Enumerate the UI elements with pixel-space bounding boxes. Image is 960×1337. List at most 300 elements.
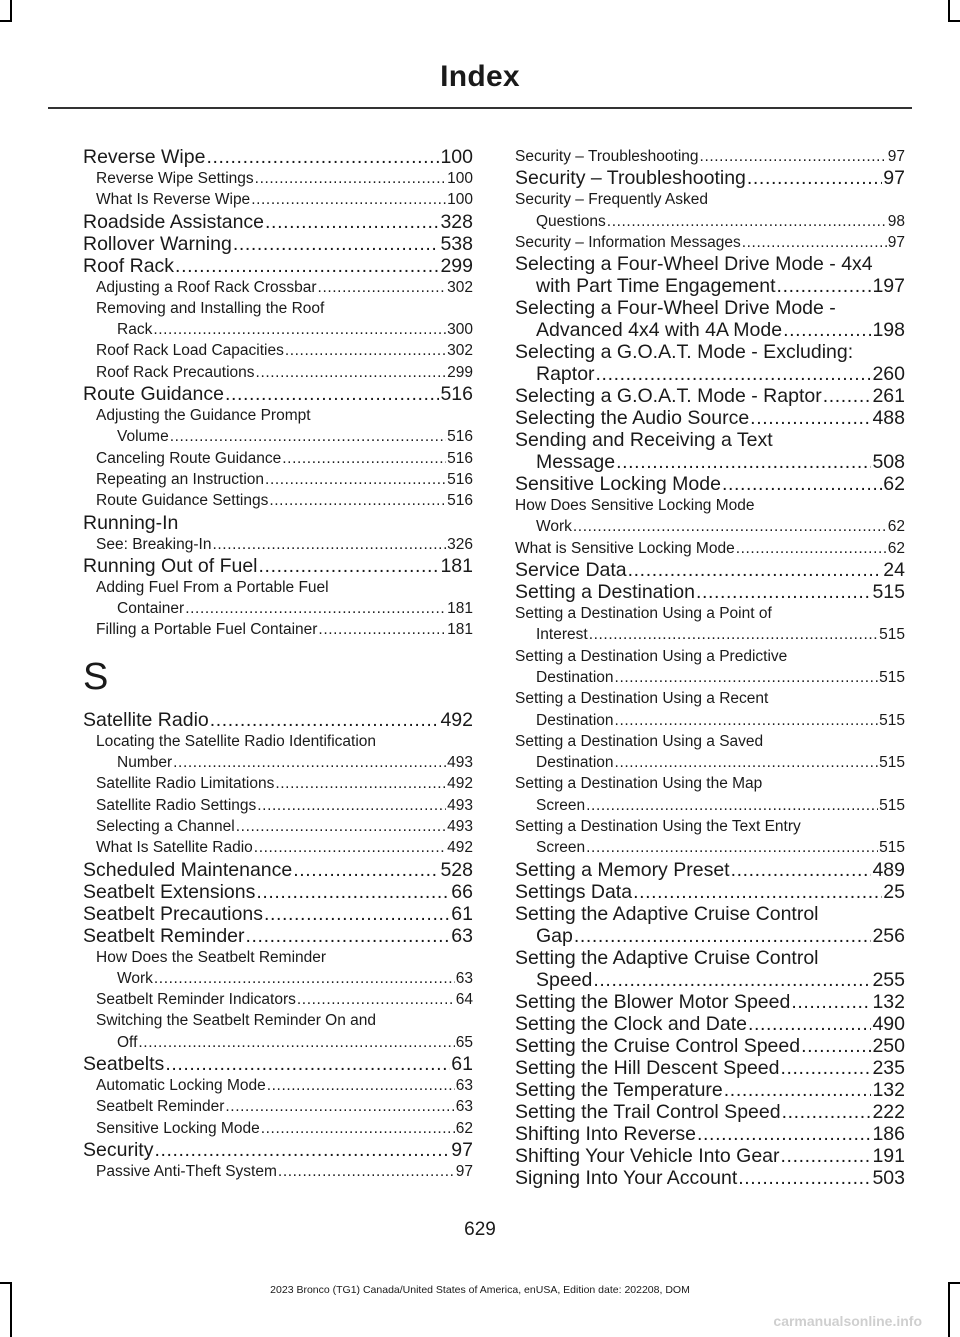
entry-label-line: Setting a Destination Using the Map (515, 775, 763, 793)
entry-label: Security – Troubleshooting (515, 167, 746, 190)
dot-leader (750, 407, 871, 429)
index-subentry[interactable] (83, 773, 473, 794)
dot-leader (210, 709, 440, 731)
dot-leader (138, 1032, 454, 1053)
entry-label: Seatbelt Reminder (83, 924, 245, 947)
dot-leader (781, 1145, 872, 1167)
entry-label: Scheduled Maintenance (83, 858, 293, 881)
entry-page-number[interactable]: 62 (887, 518, 905, 536)
entry-label: Screen (536, 839, 586, 857)
dot-leader (246, 925, 451, 947)
entry-page-number[interactable]: 100 (447, 170, 473, 187)
dot-leader (255, 168, 446, 189)
entry-page-number[interactable]: 515 (879, 668, 905, 686)
entry-page-number[interactable]: 250 (872, 1034, 905, 1057)
dot-leader (573, 516, 887, 537)
entry-label: Security – Information Messages (515, 233, 741, 251)
dot-leader (781, 1057, 872, 1079)
entry-page-number[interactable]: 62 (455, 1119, 473, 1137)
entry-page-number[interactable]: 191 (872, 1144, 905, 1167)
dot-leader (318, 277, 447, 298)
entry-label: Automatic Locking Mode (96, 1077, 266, 1095)
entry-page-number[interactable]: 516 (447, 492, 473, 510)
index-subentry[interactable] (83, 731, 473, 774)
entry-page-number[interactable]: 186 (872, 1122, 905, 1145)
entry-label: Sensitive Locking Mode (515, 473, 721, 496)
index-entry[interactable] (515, 881, 905, 903)
dot-leader (185, 598, 446, 619)
entry-label: Filling a Portable Fuel Container (96, 621, 318, 639)
entry-label: Route Guidance Settings (96, 492, 269, 510)
dot-leader (293, 859, 439, 881)
entry-page-number[interactable]: 98 (887, 212, 905, 230)
index-entry[interactable] (83, 555, 473, 577)
index-entry[interactable] (83, 903, 473, 925)
entry-page-number[interactable]: 515 (879, 796, 905, 814)
index-subentry[interactable] (515, 232, 905, 253)
entry-label: Reverse Wipe Settings (96, 170, 254, 187)
entry-page-number[interactable]: 181 (447, 621, 473, 639)
index-subentry[interactable] (83, 989, 473, 1010)
entry-label: Setting a Destination (515, 581, 695, 604)
entry-label: Screen (536, 796, 586, 814)
entry-label: Volume (117, 428, 169, 446)
entry-label: Work (117, 969, 153, 987)
entry-page-number[interactable]: 197 (872, 275, 905, 298)
index-subentry[interactable] (83, 405, 473, 448)
dot-leader (175, 255, 439, 277)
entry-label: Setting the Clock and Date (515, 1012, 747, 1035)
entry-page-number[interactable]: 299 (440, 254, 473, 277)
crop-mark (948, 0, 950, 22)
entry-page-number[interactable]: 490 (872, 1012, 905, 1035)
dot-leader (586, 795, 878, 816)
entry-page-number[interactable]: 66 (451, 880, 473, 903)
entry-label-line: Adjusting the Guidance Prompt (96, 407, 311, 425)
index-subentry[interactable] (515, 146, 905, 167)
index-subentry[interactable] (83, 1010, 473, 1053)
entry-page-number[interactable]: 61 (451, 1053, 473, 1076)
entry-page-number[interactable]: 235 (872, 1056, 905, 1079)
entry-page-number[interactable]: 538 (440, 232, 473, 255)
entry-page-number[interactable]: 255 (872, 968, 905, 991)
dot-leader (615, 752, 879, 773)
dot-leader (791, 991, 871, 1013)
entry-label-line: Setting a Destination Using a Saved (515, 732, 764, 750)
index-entry[interactable] (83, 881, 473, 903)
index-entry[interactable] (515, 385, 905, 407)
entry-label: Seatbelt Reminder Indicators (96, 991, 296, 1009)
entry-label: Work (536, 518, 572, 536)
index-subentry[interactable] (83, 947, 473, 990)
dot-leader (275, 773, 446, 794)
entry-label-line: Setting the Adaptive Cruise Control (515, 902, 819, 925)
index-subentry[interactable] (83, 490, 473, 511)
crop-mark (0, 20, 12, 22)
entry-label: Gap (536, 924, 573, 947)
entry-label: Shifting Your Vehicle Into Gear (515, 1144, 780, 1167)
entry-label-line: Setting the Adaptive Cruise Control (515, 946, 819, 969)
entry-page-number[interactable]: 65 (455, 1033, 473, 1051)
entry-page-number[interactable]: 61 (451, 902, 473, 925)
index-subentry[interactable] (83, 298, 473, 341)
index-subentry[interactable] (83, 795, 473, 816)
index-entry[interactable] (83, 512, 473, 534)
entry-page-number[interactable]: 302 (447, 278, 473, 296)
entry-label: Roof Rack Load Capacities (96, 342, 284, 360)
index-subentry[interactable] (83, 619, 473, 640)
index-subentry[interactable] (83, 277, 473, 298)
entry-page-number[interactable]: 100 (447, 191, 473, 209)
index-entry[interactable] (515, 1057, 905, 1079)
index-entry[interactable] (83, 1139, 473, 1161)
entry-page-number[interactable]: 492 (440, 708, 473, 731)
entry-page-number[interactable]: 515 (879, 711, 905, 729)
entry-label: Rollover Warning (83, 232, 232, 255)
entry-page-number[interactable]: 62 (883, 473, 905, 496)
entry-label: Signing Into Your Account (515, 1166, 738, 1189)
dot-leader (633, 881, 882, 903)
index-entry[interactable] (83, 859, 473, 881)
entry-label: with Part Time Engagement (536, 275, 776, 298)
dot-leader (783, 319, 871, 341)
dot-leader (724, 1079, 872, 1101)
index-subentry[interactable] (83, 168, 473, 189)
entry-page-number[interactable]: 515 (879, 626, 905, 644)
entry-page-number[interactable]: 516 (440, 383, 473, 406)
index-subentry[interactable] (83, 816, 473, 837)
page-number: 629 (464, 1219, 496, 1240)
entry-page-number[interactable]: 299 (447, 363, 473, 381)
dot-leader (233, 233, 440, 255)
dot-leader (574, 925, 872, 947)
entry-label-line: Adding Fuel From a Portable Fuel (96, 578, 329, 596)
index-entry[interactable] (515, 559, 905, 581)
entry-label: See: Breaking-In (96, 535, 212, 553)
index-entry[interactable] (515, 581, 905, 603)
entry-label-line: Switching the Seatbelt Reminder On and (96, 1012, 377, 1030)
entry-label: Selecting a Channel (96, 817, 235, 835)
entry-label: Container (117, 600, 185, 618)
entry-label-line: Removing and Installing the Roof (96, 299, 325, 317)
dot-leader (777, 275, 872, 297)
index-subentry[interactable] (83, 577, 473, 620)
entry-label-line: Setting a Destination Using the Text Entry (515, 818, 801, 836)
dot-leader (225, 1096, 454, 1117)
entry-page-number[interactable]: 493 (447, 817, 473, 835)
index-entry[interactable] (515, 947, 905, 991)
entry-label: Destination (536, 668, 614, 686)
entry-label: Roof Rack (83, 254, 175, 277)
entry-label: Adjusting a Roof Rack Crossbar (96, 278, 317, 296)
dot-leader (738, 1167, 871, 1189)
entry-label: Seatbelt Precautions (83, 902, 263, 925)
index-entry[interactable] (83, 211, 473, 233)
entry-page-number[interactable]: 326 (447, 535, 473, 553)
dot-leader (278, 1161, 455, 1182)
dot-leader (596, 363, 872, 385)
entry-page-number[interactable]: 132 (872, 1078, 905, 1101)
dot-leader (586, 837, 878, 858)
dot-leader (154, 968, 455, 989)
entry-label: Setting the Blower Motor Speed (515, 990, 791, 1013)
entry-label-line: Selecting a G.O.A.T. Mode - Excluding: (515, 341, 854, 364)
index-subentry[interactable] (515, 646, 905, 689)
dot-leader (801, 1035, 871, 1057)
entry-page-number[interactable]: 100 (440, 146, 473, 168)
entry-page-number[interactable]: 328 (440, 210, 473, 233)
index-subentry[interactable] (83, 1075, 473, 1096)
crop-mark (10, 0, 12, 22)
entry-label: What is Sensitive Locking Mode (515, 539, 735, 557)
entry-label: Rack (117, 321, 153, 339)
entry-page-number[interactable]: 492 (447, 839, 473, 857)
index-subentry[interactable] (515, 538, 905, 559)
entry-page-number[interactable]: 256 (872, 924, 905, 947)
dot-leader (748, 1013, 871, 1035)
index-subentry[interactable] (83, 1118, 473, 1139)
header-rule (48, 107, 912, 109)
entry-label: Roof Rack Precautions (96, 363, 255, 381)
entry-label: Roadside Assistance (83, 210, 265, 233)
index-subentry[interactable] (83, 448, 473, 469)
entry-page-number[interactable]: 302 (447, 342, 473, 360)
index-entry[interactable] (515, 1101, 905, 1123)
index-entry[interactable] (515, 167, 905, 189)
dot-leader (731, 859, 872, 881)
entry-label-line: Setting a Destination Using a Predictive (515, 647, 788, 665)
entry-label: Settings Data (515, 880, 633, 903)
index-entry[interactable] (515, 903, 905, 947)
entry-label-line: Security – Frequently Asked (515, 191, 708, 209)
entry-page-number[interactable]: 63 (455, 969, 473, 987)
dot-leader (615, 667, 879, 688)
index-subentry[interactable] (83, 1161, 473, 1182)
dot-leader (206, 146, 439, 168)
dot-leader (170, 426, 446, 447)
entry-page-number[interactable]: 300 (447, 321, 473, 339)
entry-label: Setting the Hill Descent Speed (515, 1056, 780, 1079)
dot-leader (696, 581, 872, 603)
index-subentry[interactable] (515, 731, 905, 774)
index-subentry[interactable] (83, 189, 473, 210)
dot-leader (782, 1101, 872, 1123)
index-subentry[interactable] (515, 603, 905, 646)
entry-page-number[interactable]: 528 (440, 858, 473, 881)
entry-label: Canceling Route Guidance (96, 449, 282, 467)
dot-leader (236, 816, 446, 837)
entry-page-number[interactable]: 132 (872, 990, 905, 1013)
index-entry[interactable] (515, 859, 905, 881)
dot-leader (285, 340, 446, 361)
entry-page-number[interactable]: 515 (879, 839, 905, 857)
dot-leader (259, 555, 440, 577)
dot-leader (173, 752, 446, 773)
entry-page-number[interactable]: 261 (872, 385, 905, 408)
index-subentry[interactable] (83, 340, 473, 361)
dot-leader (212, 534, 446, 555)
dot-leader (318, 619, 446, 640)
entry-label: Sensitive Locking Mode (96, 1119, 260, 1137)
entry-page-number[interactable]: 97 (887, 233, 905, 251)
entry-label-line: Setting a Destination Using a Recent (515, 690, 769, 708)
dot-leader (297, 989, 455, 1010)
dot-leader (261, 1118, 455, 1139)
dot-leader (607, 211, 887, 232)
index-subentry[interactable] (515, 495, 905, 538)
entry-page-number[interactable]: 97 (451, 1138, 473, 1161)
index-entry[interactable] (83, 925, 473, 947)
entry-page-number[interactable]: 515 (879, 754, 905, 772)
entry-label: Interest (536, 626, 588, 644)
index-entry[interactable] (515, 297, 905, 341)
entry-page-number[interactable]: 64 (455, 991, 473, 1009)
entry-page-number[interactable]: 508 (872, 451, 905, 474)
dot-leader (628, 559, 883, 581)
entry-page-number[interactable]: 181 (440, 554, 473, 577)
entry-label: Message (536, 451, 616, 474)
index-subentry[interactable] (83, 1096, 473, 1117)
index-entry[interactable] (83, 1053, 473, 1075)
entry-label: Seatbelts (83, 1053, 165, 1076)
entry-label: Destination (536, 754, 614, 772)
entry-page-number[interactable]: 24 (883, 559, 905, 582)
entry-label: Satellite Radio Settings (96, 796, 257, 814)
index-subentry[interactable] (515, 189, 905, 232)
dot-leader (264, 903, 450, 925)
index-entry[interactable] (515, 341, 905, 385)
entry-label: Running Out of Fuel (83, 554, 258, 577)
entry-label: Selecting the Audio Source (515, 407, 750, 430)
entry-page-number[interactable]: 493 (447, 796, 473, 814)
entry-label: Security – Troubleshooting (515, 148, 699, 165)
entry-page-number[interactable]: 489 (872, 858, 905, 881)
index-subentry[interactable] (515, 773, 905, 816)
dot-leader (165, 1053, 450, 1075)
entry-label-line: Selecting a Four-Wheel Drive Mode - 4x4 (515, 253, 873, 276)
page-title: Index (440, 60, 520, 93)
index-entry[interactable] (515, 253, 905, 297)
entry-label: Destination (536, 711, 614, 729)
entry-page-number[interactable]: 516 (447, 428, 473, 446)
entry-label: Setting the Cruise Control Speed (515, 1034, 801, 1057)
entry-page-number[interactable]: 492 (447, 775, 473, 793)
entry-label: Reverse Wipe (83, 146, 206, 168)
entry-label-line: Sending and Receiving a Text (515, 429, 773, 452)
entry-page-number[interactable]: 516 (447, 470, 473, 488)
entry-page-number[interactable]: 222 (872, 1100, 905, 1123)
entry-label: Route Guidance (83, 383, 224, 406)
entry-label: Off (117, 1033, 138, 1051)
entry-label: Selecting a G.O.A.T. Mode - Raptor (515, 385, 822, 408)
index-entry[interactable] (515, 473, 905, 495)
entry-page-number[interactable]: 516 (447, 449, 473, 467)
dot-leader (747, 167, 882, 189)
entry-page-number[interactable]: 493 (447, 754, 473, 772)
entry-page-number[interactable]: 181 (447, 600, 473, 618)
dot-leader (593, 969, 871, 991)
entry-label-line: How Does Sensitive Locking Mode (515, 497, 755, 515)
dot-leader (254, 837, 446, 858)
index-entry[interactable] (83, 709, 473, 731)
index-entry[interactable] (515, 429, 905, 473)
entry-label-line: How Does the Seatbelt Reminder (96, 948, 327, 966)
entry-label: Seatbelt Reminder (96, 1098, 225, 1116)
dot-leader (153, 319, 446, 340)
index-subentry[interactable] (515, 688, 905, 731)
dot-leader (736, 538, 887, 559)
entry-page-number[interactable]: 488 (872, 407, 905, 430)
dot-leader (251, 189, 446, 210)
index-entry[interactable] (83, 255, 473, 277)
entry-page-number[interactable]: 260 (872, 363, 905, 386)
entry-page-number[interactable]: 503 (872, 1166, 905, 1189)
entry-label: Security (83, 1138, 154, 1161)
entry-label: Setting a Memory Preset (515, 858, 730, 881)
index-entry[interactable] (515, 1167, 905, 1189)
dot-leader (615, 710, 879, 731)
section-letter: S (83, 655, 109, 698)
dot-leader (823, 385, 872, 407)
footer-text: 2023 Bronco (TG1) Canada/United States of America, enUSA, Edition date: 202208, DOM (270, 1284, 690, 1296)
index-entry[interactable] (515, 1079, 905, 1101)
entry-page-number[interactable]: 97 (455, 1162, 473, 1180)
entry-page-number[interactable]: 97 (883, 167, 905, 190)
entry-page-number[interactable]: 62 (887, 539, 905, 557)
index-entry[interactable] (515, 1145, 905, 1167)
entry-label: Seatbelt Extensions (83, 880, 256, 903)
index-entry[interactable] (83, 233, 473, 255)
entry-label: Service Data (515, 559, 627, 582)
dot-leader (269, 490, 446, 511)
index-entry[interactable] (515, 1013, 905, 1035)
index-subentry[interactable] (83, 534, 473, 555)
index-subentry[interactable] (83, 362, 473, 383)
index-entry[interactable] (515, 991, 905, 1013)
dot-leader (697, 1123, 871, 1145)
entry-page-number[interactable]: 198 (872, 319, 905, 342)
entry-label: Speed (536, 968, 593, 991)
dot-leader (282, 448, 446, 469)
watermark: carmanualsonline.info (773, 1313, 922, 1329)
entry-page-number[interactable]: 63 (455, 1077, 473, 1095)
index-subentry[interactable] (515, 816, 905, 859)
index-entry[interactable] (515, 407, 905, 429)
entry-page-number[interactable]: 63 (455, 1098, 473, 1116)
dot-leader (722, 473, 882, 495)
index-entry[interactable] (515, 1035, 905, 1057)
index-entry[interactable] (83, 146, 473, 168)
entry-label: Satellite Radio (83, 708, 209, 731)
entry-label: Number (117, 754, 173, 772)
entry-page-number[interactable]: 25 (883, 880, 905, 903)
dot-leader (257, 795, 446, 816)
index-entry[interactable] (515, 1123, 905, 1145)
dot-leader (265, 469, 446, 490)
dot-leader (225, 383, 440, 405)
entry-label-line: Setting a Destination Using a Point of (515, 605, 772, 623)
index-entry[interactable] (83, 383, 473, 405)
entry-label: What Is Reverse Wipe (96, 191, 251, 209)
index-subentry[interactable] (83, 469, 473, 490)
entry-label-line: Locating the Satellite Radio Identification (96, 732, 377, 750)
entry-page-number[interactable]: 515 (872, 581, 905, 604)
entry-page-number[interactable]: 97 (887, 148, 905, 165)
dot-leader (267, 1075, 455, 1096)
index-subentry[interactable] (83, 837, 473, 858)
entry-page-number[interactable]: 63 (451, 924, 473, 947)
entry-label: Passive Anti-Theft System (96, 1162, 277, 1180)
